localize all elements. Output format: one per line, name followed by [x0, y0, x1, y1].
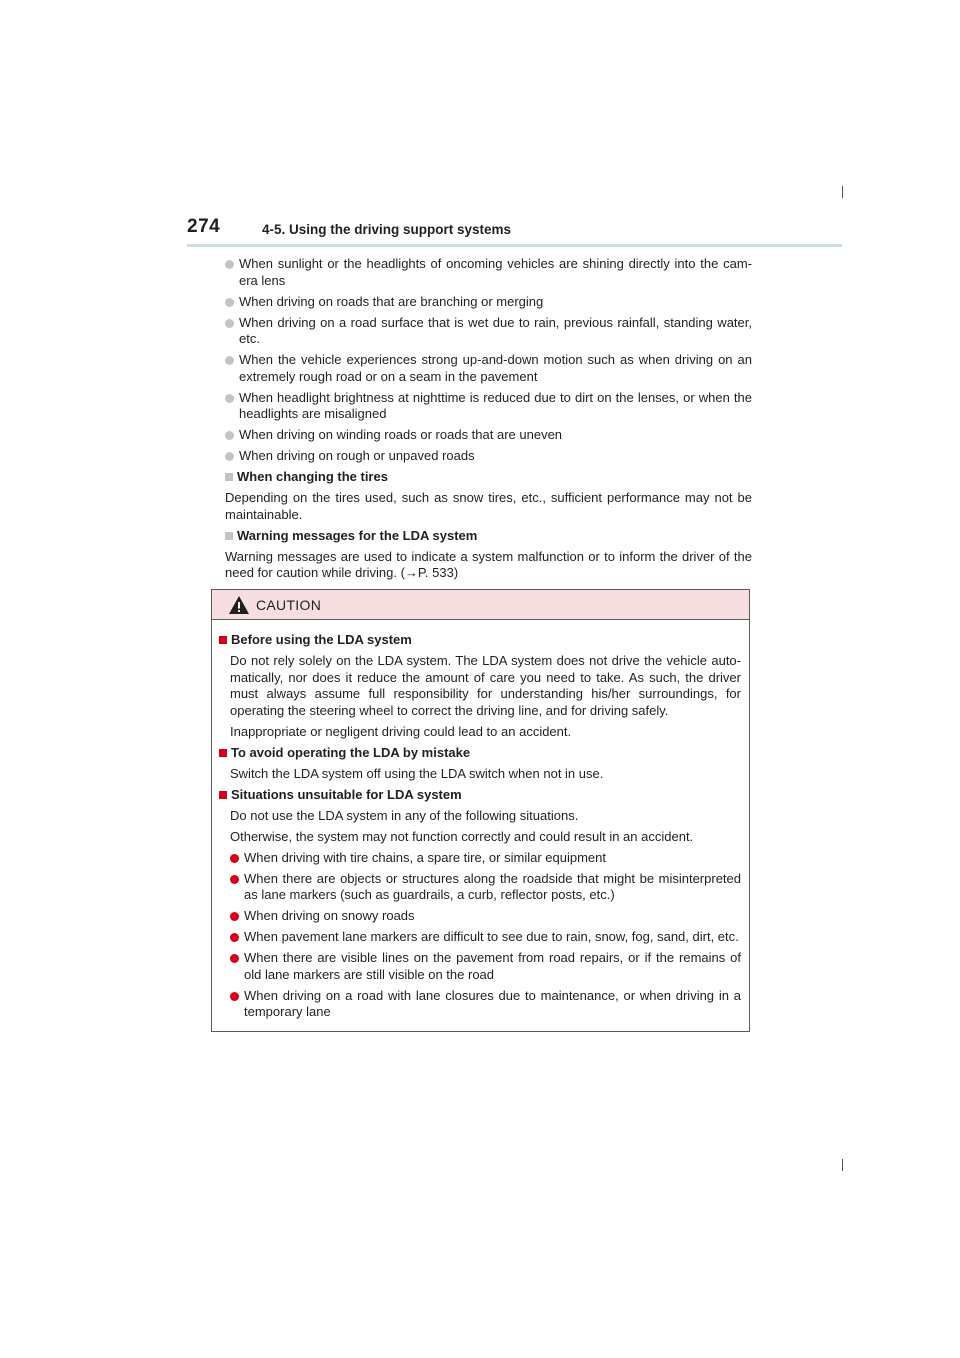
section-title: 4-5. Using the driving support systems	[262, 222, 512, 237]
list-item	[230, 908, 741, 925]
list-item-text: When sunlight or the headlights of oncoming vehicles are shining directly into the cam-era lens	[239, 256, 752, 288]
main-content	[225, 256, 752, 586]
bullet-dot-icon	[230, 912, 239, 921]
caution-paragraph: Switch the LDA system off using the LDA switch when not in use.	[230, 765, 604, 781]
list-item	[230, 950, 741, 983]
caution-heading-avoid-mistake	[219, 745, 741, 762]
list-item	[225, 256, 752, 289]
list-item	[230, 871, 741, 904]
square-marker-icon	[225, 532, 233, 540]
list-item-text: When driving on a road surface that is wet due to rain, previous rainfall, standing water, etc.	[239, 314, 752, 346]
list-item	[230, 850, 741, 867]
bullet-dot-icon	[230, 854, 239, 863]
list-item-text: When driving with tire chains, a spare tire, or similar equipment	[244, 849, 606, 865]
caution-paragraph: Otherwise, the system may not function correctly and could result in an accident.	[230, 828, 694, 844]
caution-header	[212, 590, 749, 620]
bullet-dot-icon	[225, 356, 234, 365]
caution-title: CAUTION	[256, 596, 322, 613]
header-rule	[187, 244, 842, 247]
page-number: 274	[187, 216, 221, 237]
list-item	[225, 352, 752, 385]
bullet-dot-icon	[230, 933, 239, 942]
list-item	[230, 929, 741, 946]
warning-triangle-icon	[228, 595, 250, 615]
caution-paragraph: Do not use the LDA system in any of the following situations.	[230, 807, 579, 823]
bullet-dot-icon	[225, 431, 234, 440]
list-item-text: When driving on snowy roads	[244, 908, 415, 923]
bullet-dot-icon	[230, 954, 239, 963]
list-item-text: When headlight brightness at nighttime is reduced due to dirt on the lenses, or when the headlights are misaligned	[239, 389, 752, 421]
section-heading-warning-messages	[225, 528, 752, 545]
bullet-dot-icon	[225, 260, 234, 269]
caution-heading-text: Situations unsuitable for LDA system	[231, 786, 462, 802]
list-item-text: When driving on rough or unpaved roads	[239, 448, 475, 463]
caution-body	[212, 620, 749, 1021]
section-heading-text: When changing the tires	[237, 469, 388, 484]
square-marker-icon	[225, 473, 233, 481]
list-item	[225, 294, 752, 311]
list-item-text: When there are visible lines on the pavement from road repairs, or if the remains of old lane markers are still visible on the road	[244, 950, 741, 982]
caution-heading-unsuitable-situations	[219, 787, 741, 804]
list-item	[225, 448, 752, 465]
caution-heading-text: Before using the LDA system	[231, 632, 412, 647]
list-item-text: When driving on winding roads or roads that are uneven	[239, 427, 563, 442]
list-item-text: When driving on roads that are branching or merging	[239, 293, 544, 309]
bullet-dot-icon	[225, 319, 234, 328]
crop-mark-bottom	[842, 1159, 843, 1171]
list-item	[230, 988, 741, 1021]
square-marker-icon	[219, 749, 227, 757]
section-heading-tires	[225, 469, 752, 486]
section-paragraph: Depending on the tires used, such as snow tires, etc., sufficient performance may not be maintainable.	[225, 490, 752, 522]
section-paragraph: Warning messages are used to indicate a system malfunction or to inform the driver of the need for caution while driving. (→P. 533)	[225, 548, 752, 580]
list-item-text: When the vehicle experiences strong up-and-down motion such as when driving on an extremely rough road or on a seam in the pavement	[239, 352, 752, 384]
bullet-dot-icon	[225, 298, 234, 307]
bullet-dot-icon	[230, 875, 239, 884]
list-item	[225, 315, 752, 348]
section-heading-text: Warning messages for the LDA system	[237, 527, 478, 543]
list-item-text: When there are objects or structures along the roadside that might be misinterpreted as lane markers (such as guardrails, a curb, reflector posts, etc.)	[244, 870, 741, 902]
list-item	[225, 390, 752, 423]
list-item-text: When pavement lane markers are difficult to see due to rain, snow, fog, sand, dirt, etc.	[244, 929, 739, 944]
bullet-dot-icon	[225, 452, 234, 461]
caution-heading-text: To avoid operating the LDA by mistake	[231, 744, 471, 760]
square-marker-icon	[219, 636, 227, 644]
list-item	[225, 427, 752, 444]
bullet-dot-icon	[230, 992, 239, 1001]
caution-paragraph: Do not rely solely on the LDA system. The LDA system does not drive the vehicle auto-matically, nor does it reduce the amount of care you need to take. As such, the driver must always assume full responsibility for understanding his/her surroundings, for operating the steering wheel to correct the driving line, and for driving safely.	[230, 653, 741, 718]
crop-mark-top	[842, 186, 843, 198]
square-marker-icon	[219, 791, 227, 799]
caution-bullet-list	[219, 850, 741, 1021]
caution-box	[211, 589, 750, 1032]
caution-heading-before-using	[219, 632, 741, 649]
list-item-text: When driving on a road with lane closures due to maintenance, or when driving in a temporary lane	[244, 987, 741, 1019]
bullet-dot-icon	[225, 394, 234, 403]
caution-paragraph: Inappropriate or negligent driving could lead to an accident.	[230, 723, 572, 739]
